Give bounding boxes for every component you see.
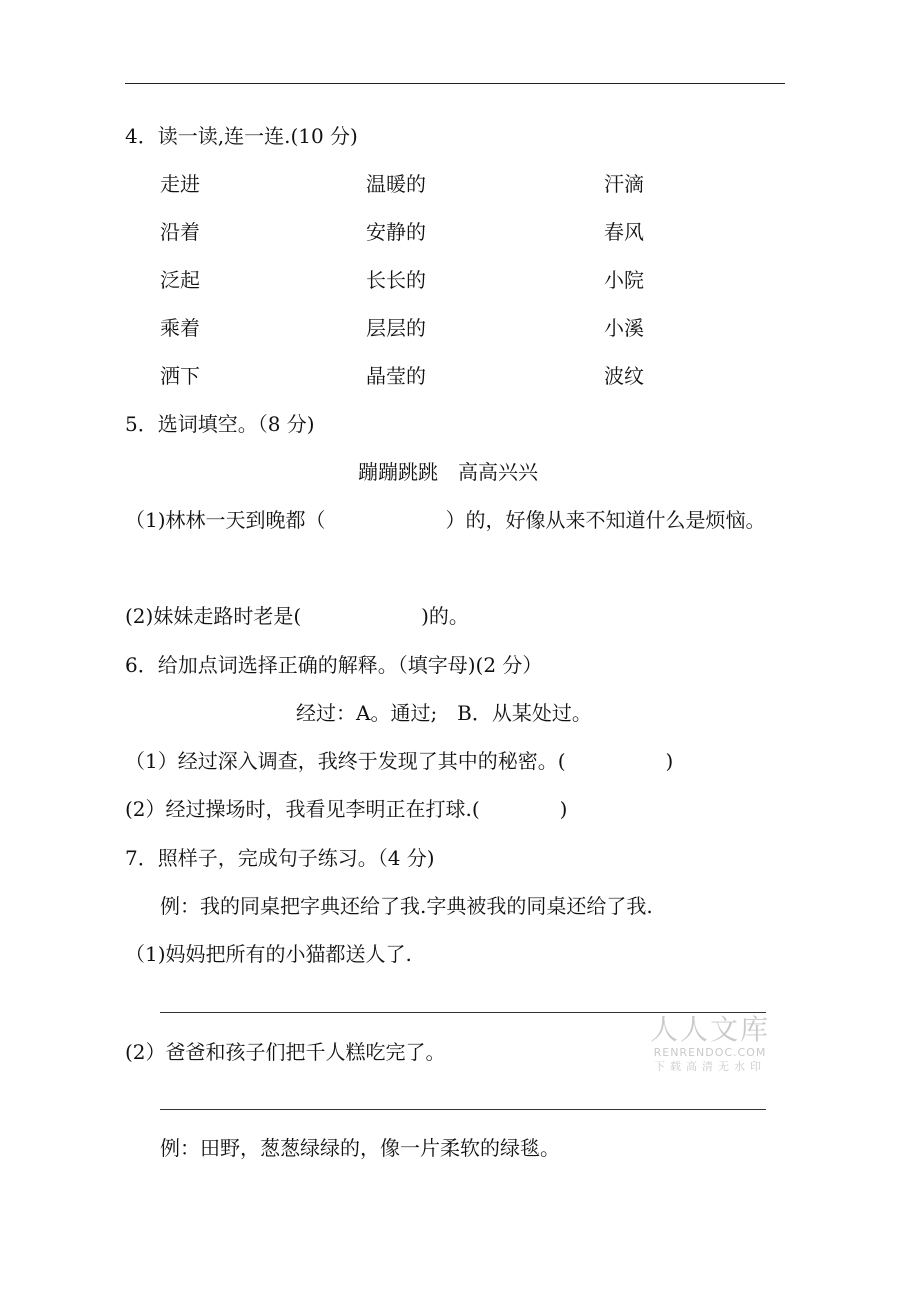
q5-sentence-1: （1)林林一天到晚都（ ）的，好像从来不知道什么是烦恼。 (125, 508, 766, 532)
watermark-subtitle: 下载高清无水印 (654, 1060, 766, 1073)
q7-sentence-1: （1)妈妈把所有的小猫都送人了. (125, 942, 412, 966)
q7-answer-line-2[interactable] (160, 1109, 766, 1110)
watermark-title: 人人文库 (649, 1013, 770, 1046)
q4-left-item: 洒下 (160, 364, 200, 388)
q4-middle-item: 温暖的 (366, 172, 426, 196)
q4-right-item: 小院 (604, 268, 644, 292)
q4-right-item: 汗滴 (604, 172, 644, 196)
watermark-url: RENRENDOC.COM (653, 1046, 767, 1059)
q4-right-item: 波纹 (604, 364, 644, 388)
q4-title: 4．读一读,连一连.(10 分) (125, 124, 358, 148)
q4-middle-item: 安静的 (366, 220, 426, 244)
q5-sentence-2: (2)妹妹走路时老是( )的。 (125, 604, 469, 628)
q4-left-item: 沿着 (160, 220, 200, 244)
q7-example-1: 例：我的同桌把字典还给了我.字典被我的同桌还给了我. (160, 894, 653, 918)
q5-title: 5．选词填空。（8 分) (125, 412, 315, 436)
q4-middle-item: 晶莹的 (366, 364, 426, 388)
q7-title: 7．照样子，完成句子练习。（4 分) (125, 846, 435, 870)
q5-word-options: 蹦蹦跳跳 高高兴兴 (358, 460, 538, 484)
q4-middle-item: 长长的 (366, 268, 426, 292)
q4-right-item: 小溪 (604, 316, 644, 340)
q7-sentence-2: (2）爸爸和孩子们把千人糕吃完了。 (125, 1040, 446, 1064)
q4-left-item: 泛起 (160, 268, 200, 292)
q4-middle-item: 层层的 (366, 316, 426, 340)
watermark (646, 1014, 774, 1078)
q7-example-2: 例：田野，葱葱绿绿的，像一片柔软的绿毯。 (160, 1136, 560, 1160)
q6-sentence-1: （1）经过深入调查，我终于发现了其中的秘密。( ) (125, 749, 674, 773)
q6-sentence-2: (2）经过操场时，我看见李明正在打球.( ) (125, 797, 568, 821)
q4-left-item: 乘着 (160, 316, 200, 340)
q4-left-item: 走进 (160, 172, 200, 196)
q6-definition: 经过：A。通过; B．从某处过。 (296, 701, 592, 725)
header-rule (125, 83, 785, 84)
q6-title: 6．给加点词选择正确的解释。（填字母)(2 分） (125, 653, 543, 677)
q4-right-item: 春风 (604, 220, 644, 244)
